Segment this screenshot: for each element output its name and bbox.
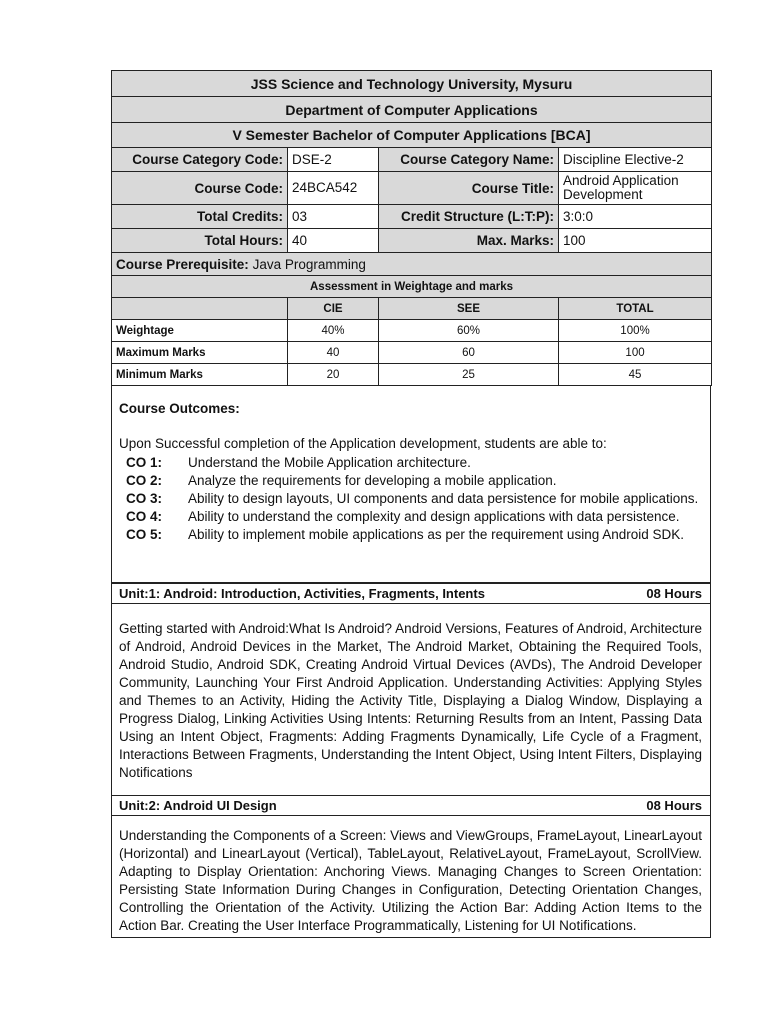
table-row	[112, 342, 712, 364]
unit-hours: 08 Hours	[646, 586, 702, 601]
unit-2-header	[111, 796, 711, 816]
list-item	[119, 527, 702, 543]
department-title: Department of Computer Applications	[112, 97, 712, 123]
category-name-label: Course Category Name:	[379, 148, 559, 172]
category-code-value: DSE-2	[288, 148, 379, 172]
course-code-label: Course Code:	[112, 172, 288, 205]
outcome-text: Understand the Mobile Application architecture.	[188, 455, 471, 470]
cell: 100%	[559, 320, 712, 342]
cell: 60	[379, 342, 559, 364]
outcome-id: CO 1:	[126, 455, 163, 470]
syllabus-document	[111, 70, 711, 938]
table-row	[112, 364, 712, 386]
outcome-text: Ability to implement mobile applications as per the requirement using Android SDK.	[188, 527, 685, 542]
list-item	[119, 473, 702, 489]
cell: 20	[288, 364, 379, 386]
cell: 40%	[288, 320, 379, 342]
column-header: TOTAL	[559, 298, 712, 320]
outcome-id: CO 2:	[126, 473, 163, 488]
outcome-id: CO 5:	[126, 527, 163, 542]
assessment-table	[111, 276, 712, 386]
university-title: JSS Science and Technology University, Mysuru	[112, 71, 712, 97]
unit-2-content: Understanding the Components of a Screen: Views and ViewGroups, FrameLayout, LinearLayout (Horizontal) and LinearLayout (Vertical), TableLayout, RelativeLayout, FrameLayout, ScrollView. Adapting to Display Orientation: Anchoring Views. Managing Changes to Screen Orientation: Persisting State Information During Changes in Configuration, Detecting Orientation Changes, Controlling the Orientation of the Activity. Utilizing the Action Bar: Adding Action Items to the Action Bar. Creating the User Interface Programmatically, Listening for UI Notifications.	[111, 816, 711, 938]
course-title-value: Android Application Development	[559, 172, 712, 205]
list-item	[119, 509, 702, 525]
cell: 25	[379, 364, 559, 386]
program-title: V Semester Bachelor of Computer Applications [BCA]	[112, 123, 712, 148]
header-table	[111, 70, 712, 276]
credit-structure-value: 3:0:0	[559, 205, 712, 229]
prerequisite-label: Course Prerequisite:	[116, 256, 249, 272]
assessment-title: Assessment in Weightage and marks	[112, 276, 712, 298]
unit-title: Unit:2: Android UI Design	[119, 798, 277, 813]
max-marks-value: 100	[559, 229, 712, 253]
row-label: Weightage	[112, 320, 288, 342]
outcome-text: Analyze the requirements for developing a mobile application.	[188, 473, 557, 488]
course-outcomes-intro: Upon Successful completion of the Application development, students are able to:	[119, 436, 607, 451]
credit-structure-label: Credit Structure (L:T:P):	[379, 205, 559, 229]
cell: 60%	[379, 320, 559, 342]
max-marks-label: Max. Marks:	[379, 229, 559, 253]
total-credits-label: Total Credits:	[112, 205, 288, 229]
cell: 45	[559, 364, 712, 386]
course-outcomes-section	[111, 386, 711, 583]
outcome-id: CO 4:	[126, 509, 163, 524]
unit-hours: 08 Hours	[646, 798, 702, 813]
column-header: CIE	[288, 298, 379, 320]
unit-1-content: Getting started with Android:What Is Android? Android Versions, Features of Android, Architecture of Android, Android Devices in the Market, The Android Market, Obtaining the Required Tools, Android Studio, Android SDK, Creating Android Virtual Devices (AVDs), The Android Developer Community, Launching Your First Android Application. Understanding Activities: Applying Styles and Themes to an Activity, Hiding the Activity Title, Displaying a Dialog Window, Displaying a Progress Dialog, Linking Activities Using Intents: Returning Results from an Intent, Passing Data Using an Intent Object, Fragments: Adding Fragments Dynamically, Life Cycle of a Fragment, Interactions Between Fragments, Understanding the Intent Object, Using Intent Filters, Displaying Notifications	[111, 604, 711, 796]
prerequisite-value: Java Programming	[252, 256, 366, 272]
outcome-text: Ability to design layouts, UI components and data persistence for mobile applications.	[188, 491, 699, 506]
cell: 40	[288, 342, 379, 364]
course-title-label: Course Title:	[379, 172, 559, 205]
column-header: SEE	[379, 298, 559, 320]
total-hours-label: Total Hours:	[112, 229, 288, 253]
cell: 100	[559, 342, 712, 364]
outcome-id: CO 3:	[126, 491, 163, 506]
prerequisite-row	[112, 253, 712, 276]
table-row	[112, 320, 712, 342]
total-hours-value: 40	[288, 229, 379, 253]
unit-1-header	[111, 583, 711, 604]
unit-title: Unit:1: Android: Introduction, Activities, Fragments, Intents	[119, 586, 485, 601]
list-item	[119, 491, 702, 507]
row-label: Minimum Marks	[112, 364, 288, 386]
course-code-value: 24BCA542	[288, 172, 379, 205]
course-outcomes-title: Course Outcomes:	[119, 401, 240, 416]
assessment-corner-cell	[112, 298, 288, 320]
outcome-text: Ability to understand the complexity and design applications with data persistence.	[188, 509, 680, 524]
category-name-value: Discipline Elective-2	[559, 148, 712, 172]
row-label: Maximum Marks	[112, 342, 288, 364]
category-code-label: Course Category Code:	[112, 148, 288, 172]
total-credits-value: 03	[288, 205, 379, 229]
list-item	[119, 455, 702, 471]
